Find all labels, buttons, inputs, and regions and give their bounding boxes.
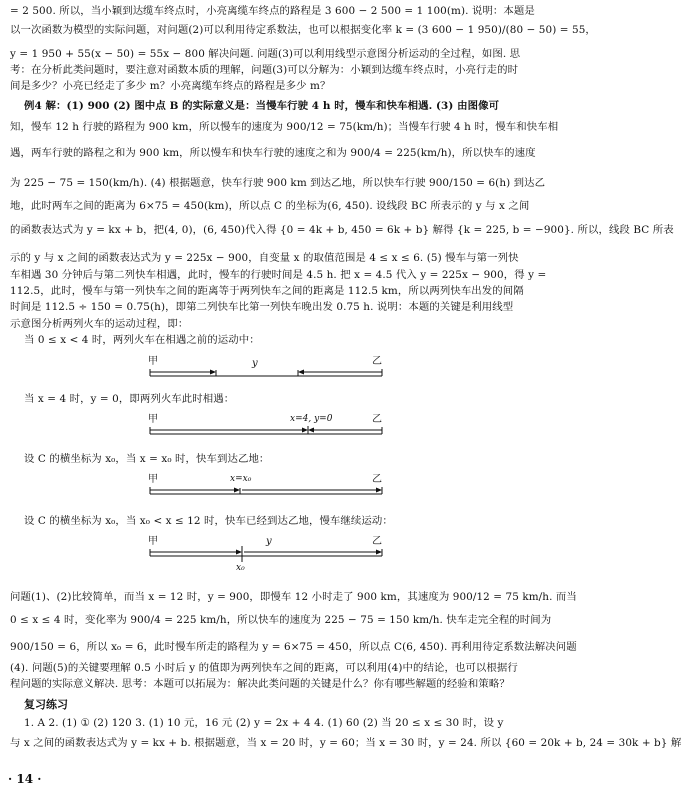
diagram-caption: 设 C 的横坐标为 x₀，当 x₀ < x ≤ 12 时，快车已经到达乙地，慢车继续运动： — [24, 515, 393, 527]
track-line — [148, 410, 384, 440]
label-jia: 甲 — [148, 536, 158, 547]
review-heading: 复习练习 — [24, 698, 68, 711]
line-diagram-2 — [148, 410, 384, 440]
diagram-caption: 当 x = 4 时，y = 0，即两列火车此时相遇： — [24, 393, 235, 405]
text-line: 遇，两车行驶的路程之和为 900 km，所以慢车和快车行驶的速度之和为 900/4 = 225(km/h)，所以快车的速度 — [10, 147, 536, 159]
label-yi: 乙 — [372, 356, 382, 367]
page-number: · 14 · — [8, 772, 42, 786]
text-line: 以一次函数为模型的实际问题，对问题(2)可以利用待定系数法，也可以根据变化率 k = (3 600 − 1 950)/(80 − 50) = 55， — [10, 24, 596, 36]
label-yi: 乙 — [372, 414, 382, 425]
diagram-caption: 设 C 的横坐标为 x₀，当 x = x₀ 时，快车到达乙地： — [24, 453, 270, 465]
line-diagram-1 — [148, 352, 384, 382]
text-line: 示的 y 与 x 之间的函数表达式为 y = 225x − 900，自变量 x 的取值范围是 4 ≤ x ≤ 6. (5) 慢车与第一列快 — [10, 252, 519, 264]
label-y: y — [252, 358, 258, 369]
text-line: 示意图分析两列火车的运动过程，即： — [10, 318, 189, 330]
label-yi: 乙 — [372, 536, 382, 547]
text-line: 问题(1)、(2)比较简单，而当 x = 12 时，y = 900，即慢车 12 小时走了 900 km，其速度为 900/12 = 75 km/h. 而当 — [10, 591, 577, 603]
label-x0: x₀ — [236, 563, 245, 573]
text-line: 900/150 = 6，所以 x₀ = 6，此时慢车所走的路程为 y = 6×75 = 450，所以点 C(6, 450). 再利用待定系数法解决问题 — [10, 641, 577, 653]
text-line: 考：在分析此类问题时，要注意对函数本质的理解，问题(3)可以分解为：小颖到达缆车终点时，小亮行走的时 — [10, 64, 519, 76]
text-line: 间是多少？小亮已经走了多少 m？小亮离缆车终点的路程是多少 m？ — [10, 80, 331, 92]
line-diagram-4 — [148, 532, 384, 576]
text-line: (4). 问题(5)的关键要理解 0.5 小时后 y 的值即为两列快车之间的距离，可以利用(4)中的结论，也可以根据行 — [10, 662, 518, 674]
text-line: 地，此时两车之间的距离为 6×75 = 450(km)，所以点 C 的坐标为(6, 450). 设线段 BC 所表示的 y 与 x 之间 — [10, 200, 530, 212]
text-line: 的函数表达式为 y = kx + b，把(4, 0)，(6, 450)代入得 {0 = 4k + b, 450 = 6k + b} 解得 {k = 225, b = −900}. 所以，线段 BC 所表 — [10, 224, 674, 236]
text-line: 0 ≤ x ≤ 4 时，变化率为 900/4 = 225 km/h，所以快车的速度为 225 − 75 = 150 km/h. 快车走完全程的时间为 — [10, 614, 552, 626]
track-line — [148, 352, 384, 382]
text-line: 知，慢车 12 h 行驶的路程为 900 km，所以慢车的速度为 900/12 = 75(km/h)；当慢车行驶 4 h 时，慢车和快车相 — [10, 121, 559, 133]
label-y: y — [266, 536, 272, 547]
diagram-caption: 当 0 ≤ x < 4 时，两列火车在相遇之前的运动中： — [24, 334, 260, 346]
text-line: 时间是 112.5 ÷ 150 = 0.75(h)，即第二列快车比第一列快车晚出发 0.75 h. 说明：本题的关键是利用线型 — [10, 301, 514, 313]
label-jia: 甲 — [148, 414, 158, 425]
label-jia: 甲 — [148, 474, 158, 485]
label-yi: 乙 — [372, 474, 382, 485]
label-xx0: x=x₀ — [230, 474, 252, 484]
line-diagram-3 — [148, 470, 384, 500]
text-line: 1. A 2. (1) ① (2) 120 3. (1) 10 元，16 元 (2) y = 2x + 4 4. (1) 60 (2) 当 20 ≤ x ≤ 30 时，设 y — [24, 717, 504, 729]
text-line: 程问题的实际意义解决. 思考：本题可以拓展为：解决此类问题的关键是什么？你有哪些解题的经验和策略？ — [10, 678, 510, 690]
text-line: 车相遇 30 分钟后与第二列快车相遇，此时，慢车的行驶时间是 4.5 h. 把 x = 4.5 代入 y = 225x − 900，得 y = — [10, 269, 547, 281]
text-line: 与 x 之间的函数表达式为 y = kx + b. 根据题意，当 x = 20 时，y = 60；当 x = 30 时，y = 24. 所以 {60 = 20k + b, 24 = 30k + b} 解 — [10, 737, 681, 749]
text-line: 112.5，此时，慢车与第一列快车之间的距离等于两列快车之间的距离是 112.5 km，所以两列快车出发的间隔 — [10, 285, 524, 297]
label-x4: x=4, y=0 — [290, 414, 333, 424]
example-heading: 例4 解：(1) 900 (2) 图中点 B 的实际意义是：当慢车行驶 4 h 时，慢车和快车相遇. (3) 由图像可 — [24, 100, 500, 112]
label-jia: 甲 — [148, 356, 158, 367]
text-line: y = 1 950 + 55(x − 50) = 55x − 800 解决问题. 问题(3)可以利用线型示意图分析运动的全过程，如图. 思 — [10, 48, 521, 60]
text-line: 为 225 − 75 = 150(km/h). (4) 根据题意，快车行驶 900 km 到达乙地，所以快车行驶 900/150 = 6(h) 到达乙 — [10, 177, 546, 189]
text-line: = 2 500. 所以，当小颖到达缆车终点时，小亮离缆车终点的路程是 3 600 − 2 500 = 1 100(m). 说明：本题是 — [10, 5, 535, 17]
track-line — [148, 470, 384, 500]
